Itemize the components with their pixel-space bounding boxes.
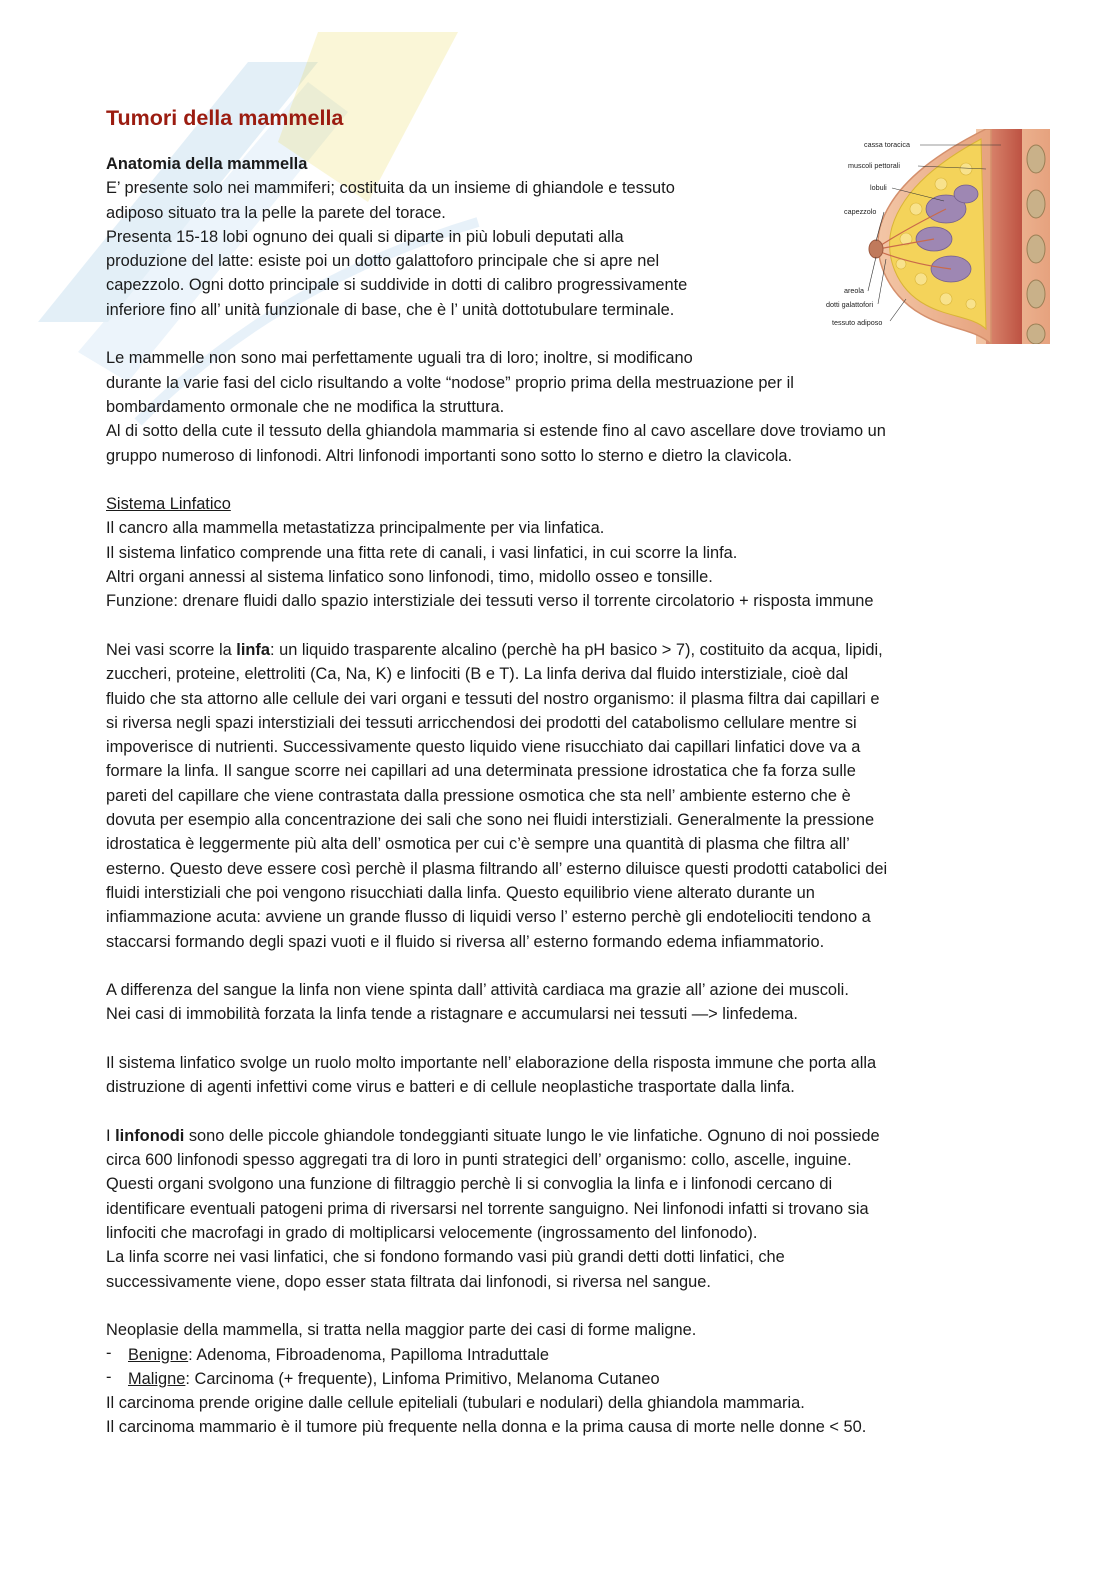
figure-label: cassa toracica — [864, 140, 910, 149]
text-line: fluidi interstiziali che poi vengono risucchiati dalla linfa. Questo equilibrio viene alterato durante un — [106, 883, 815, 902]
text-line: Il cancro alla mammella metastatizza principalmente per via linfatica. — [106, 519, 605, 538]
anatomy-line: adiposo situato tra la pelle la parete del torace. — [106, 203, 446, 222]
figure-label: dotti galattofori — [826, 300, 874, 309]
text-line: Il carcinoma prende origine dalle cellule epiteliali (tubulari e nodulari) della ghiandola mammaria. — [106, 1394, 805, 1413]
text-line: Il sistema linfatico svolge un ruolo molto importante nell’ elaborazione della risposta immune che porta alla — [106, 1053, 877, 1072]
text-line: pareti del capillare che viene contrastata dalla pressione osmotica che sta nell’ ambiente esterno che è — [106, 786, 851, 805]
text-line: linfociti che macrofagi in grado di moltiplicarsi velocemente (ingrossamento del linfonodo). — [106, 1224, 758, 1243]
linfa-term: linfa — [236, 640, 270, 659]
figure-label: muscoli pettorali — [848, 161, 900, 170]
ruolo-paragraph — [106, 1051, 1026, 1100]
benigne-label: Benigne — [128, 1345, 189, 1364]
linfonodi-term: linfonodi — [115, 1126, 185, 1145]
anatomy-line: inferiore fino all’ unità funzionale di base, che è l’ unità dottotubulare terminale. — [106, 300, 675, 319]
list-item-benigne: - Benigne: Adenoma, Fibroadenoma, Papilloma Intraduttale — [106, 1343, 1026, 1367]
text-line: Questi organi svolgono una funzione di filtraggio perchè li si convoglia la linfa e i linfonodi cercano di — [106, 1175, 833, 1194]
anatomy-heading: Anatomia della mammella — [106, 155, 308, 173]
bullet-dash: - — [106, 1367, 112, 1386]
text-line: Nei casi di immobilità forzata la linfa tende a ristagnare e accumularsi nei tessuti —> linfedema. — [106, 1005, 798, 1024]
mammelle-paragraph — [106, 346, 1026, 467]
text-line: Il sistema linfatico comprende una fitta rete di canali, i vasi linfatici, in cui scorre la linfa. — [106, 543, 738, 562]
bullet-dash: - — [106, 1343, 112, 1362]
text-line: identificare eventuali patogeni prima di riversarsi nel torrente sanguigno. Nei linfonodi infatti si trovano sia — [106, 1199, 869, 1218]
text-line: impoverisce di nutrienti. Successivamente questo liquido viene risucchiato dai capillari linfatici dove va a — [106, 738, 861, 757]
text-line: La linfa scorre nei vasi linfatici, che si fondono formando vasi più grandi detti dotti linfatici, che — [106, 1248, 785, 1267]
figure-label: tessuto adiposo — [832, 318, 883, 327]
text-line: circa 600 linfonodi spesso aggregati tra di loro in punti strategici dell’ organismo: collo, ascelle, inguine. — [106, 1151, 852, 1170]
text-line: formare la linfa. Il sangue scorre nei capillari ad una determinata pressione idrostatica che fa forza sulle — [106, 762, 856, 781]
figure-label: areola — [844, 286, 864, 295]
text-line: zuccheri, proteine, elettroliti (Ca, Na, K) e linfociti (B e T). La linfa deriva dal fluido interstiziale, cioè dal — [106, 665, 849, 684]
maligne-label: Maligne — [128, 1369, 186, 1388]
figure-label: capezzolo — [844, 207, 877, 216]
text-line: gruppo numeroso di linfonodi. Altri linfonodi importanti sono sotto lo sterno e dietro la clavicola. — [106, 446, 793, 465]
list-item-maligne: - Maligne: Carcinoma (+ frequente), Linfoma Primitivo, Melanoma Cutaneo — [106, 1367, 1026, 1391]
text-line: Altri organi annessi al sistema linfatico sono linfonodi, timo, midollo osseo e tonsille. — [106, 568, 713, 587]
text-line: Funzione: drenare fluidi dallo spazio interstiziale dei tessuti verso il torrente circolatorio + risposta immune — [106, 592, 874, 611]
text-line: idrostatica è leggermente più alta dell’ osmotica per cui c’è sempre una quantità di plasma che filtra all’ — [106, 835, 850, 854]
differenza-paragraph — [106, 978, 1026, 1027]
anatomy-line: produzione del latte: esiste poi un dotto galattoforo principale che si apre nel — [106, 252, 660, 271]
lymph-section — [106, 492, 1026, 613]
text-line: si riversa negli spazi interstiziali dei tessuti arricchendosi dei prodotti del catabolismo cellulare mentre si — [106, 713, 857, 732]
document-title: Tumori della mammella — [106, 106, 344, 130]
text-line: A differenza del sangue la linfa non viene spinta dall’ attività cardiaca ma grazie all’ azione dei muscoli. — [106, 981, 849, 1000]
anatomy-line: Presenta 15-18 lobi ognuno dei quali si diparte in più lobuli deputati alla — [106, 227, 624, 246]
text-line: successivamente viene, dopo esser stata filtrata dai linfonodi, si riversa nel sangue. — [106, 1272, 711, 1291]
anatomy-line: E’ presente solo nei mammiferi; costituita da un insieme di ghiandole e tessuto — [106, 179, 675, 198]
breast-anatomy-figure — [826, 129, 1050, 344]
neoplasie-intro: Neoplasie della mammella, si tratta nella maggior parte dei casi di forme maligne. — [106, 1321, 697, 1340]
text-line: dovuta per esempio alla concentrazione dei sali che sono nei fluidi interstiziali. Generalmente la pressione — [106, 811, 875, 830]
text-line: Le mammelle non sono mai perfettamente uguali tra di loro; inoltre, si modificano — [106, 349, 693, 368]
text-line: infiammazione acuta: avviene un grande flusso di liquidi verso l’ esterno perchè gli endoteliociti tendono a — [106, 908, 871, 927]
text-line: Nei vasi scorre la linfa: un liquido trasparente alcalino (perchè ha pH basico > 7), costituito da acqua, lipidi, — [106, 640, 883, 659]
figure-label: lobuli — [870, 183, 887, 192]
neoplasie-section — [106, 1318, 1026, 1439]
text-line: durante la varie fasi del ciclo risultando a volte “nodose” proprio prima della mestruazione per il — [106, 373, 794, 392]
linfa-paragraph — [106, 638, 1026, 954]
text-line: staccarsi formando degli spazi vuoti e il fluido si riversa all’ esterno formando edema infiammatorio. — [106, 932, 825, 951]
text-line: distruzione di agenti infettivi come virus e batteri e di cellule neoplastiche trasportate dalla linfa. — [106, 1078, 795, 1097]
text-line: fluido che sta attorno alle cellule dei vari organi e tessuti del nostro organismo: il plasma filtra dai capillari e — [106, 689, 880, 708]
text-line: Al di sotto della cute il tessuto della ghiandola mammaria si estende fino al cavo ascellare dove troviamo un — [106, 422, 886, 441]
text-line: I linfonodi sono delle piccole ghiandole tondeggianti situate lungo le vie linfatiche. Ognuno di noi possiede — [106, 1126, 880, 1145]
lymph-heading: Sistema Linfatico — [106, 495, 231, 514]
anatomy-line: capezzolo. Ogni dotto principale si suddivide in dotti di calibro progressivamente — [106, 276, 688, 295]
text-line: bombardamento ormonale che ne modifica la struttura. — [106, 397, 505, 416]
text-line: Il carcinoma mammario è il tumore più frequente nella donna e la prima causa di morte nelle donne < 50. — [106, 1418, 867, 1437]
linfonodi-paragraph — [106, 1124, 1026, 1294]
text-line: esterno. Questo deve essere così perchè il plasma filtrando all’ esterno diluisce questi prodotti catabolici dei — [106, 859, 888, 878]
